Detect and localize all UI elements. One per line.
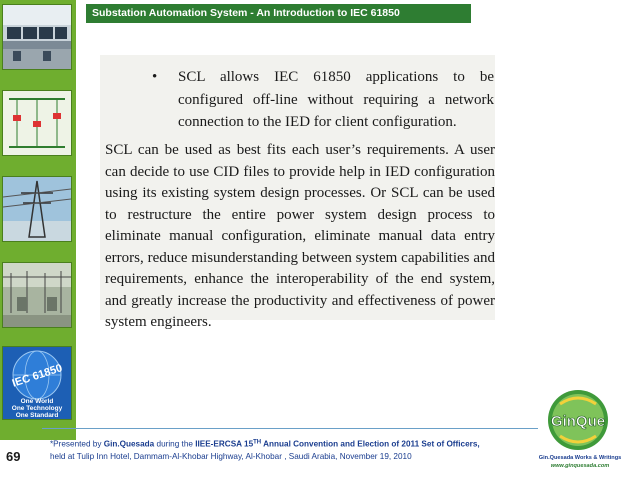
iec-badge-line2: One Technology bbox=[11, 405, 63, 412]
sidebar-thumbnails bbox=[0, 0, 76, 440]
footer-event-sup: TH bbox=[253, 439, 262, 445]
logo-brand: GinQue bbox=[550, 413, 606, 430]
page-number: 69 bbox=[6, 449, 21, 464]
footer-divider bbox=[42, 428, 538, 429]
footer-credit bbox=[50, 436, 530, 463]
bullet-dot-icon: • bbox=[152, 69, 158, 85]
substation-yard-image bbox=[2, 262, 72, 328]
bullet-point-text: SCL allows IEC 61850 applications to be configured off-line without requiring a network connection to the IED for client configuration. bbox=[178, 69, 494, 130]
logo-tagline: Gin.Quesada Works & Writings bbox=[538, 455, 622, 461]
footer-line-1 bbox=[50, 436, 530, 451]
iec-badge-label: IEC 61850 bbox=[10, 362, 64, 390]
iec-badge-line3: One Standard bbox=[15, 412, 59, 419]
body-paragraph: SCL can be used as best fits each user’s requirements. A user can decide to use CID files to provide help in IED configuration using its existing system design processes. Or SCL can be used to restructure the entire power system design process to eliminate manual configuration, eliminate manual data entry errors, reduce misunderstanding between system capabilities and requirements, enhance the interoperability of the end system, and greatly increase the productivity and effectiveness of power system engineers. bbox=[105, 142, 495, 330]
ginque-logo bbox=[530, 386, 630, 472]
transmission-tower-image bbox=[2, 176, 72, 242]
iec-61850-badge bbox=[2, 346, 72, 420]
slide-title: Substation Automation System - An Introduction to IEC 61850 bbox=[86, 4, 471, 23]
footer-mid: during the bbox=[154, 439, 196, 449]
schematic-diagram-image bbox=[2, 90, 72, 156]
logo-url: www.ginquesada.com bbox=[550, 463, 610, 469]
footer-presenter: Gin.Quesada bbox=[103, 439, 155, 449]
footer-event-post: Annual Convention and Election of 2011 Set of Officers, bbox=[261, 439, 480, 449]
footer-line-2: held at Tulip Inn Hotel, Dammam-Al-Khobar Highway, Al-Khobar , Saudi Arabia, November 19, 2010 bbox=[50, 451, 412, 461]
footer-prefix: *Presented by bbox=[50, 439, 104, 449]
control-room-image bbox=[2, 4, 72, 70]
iec-badge-line1: One World bbox=[20, 398, 54, 405]
footer-event-pre: IIEE-ERCSA 15 bbox=[195, 439, 254, 449]
